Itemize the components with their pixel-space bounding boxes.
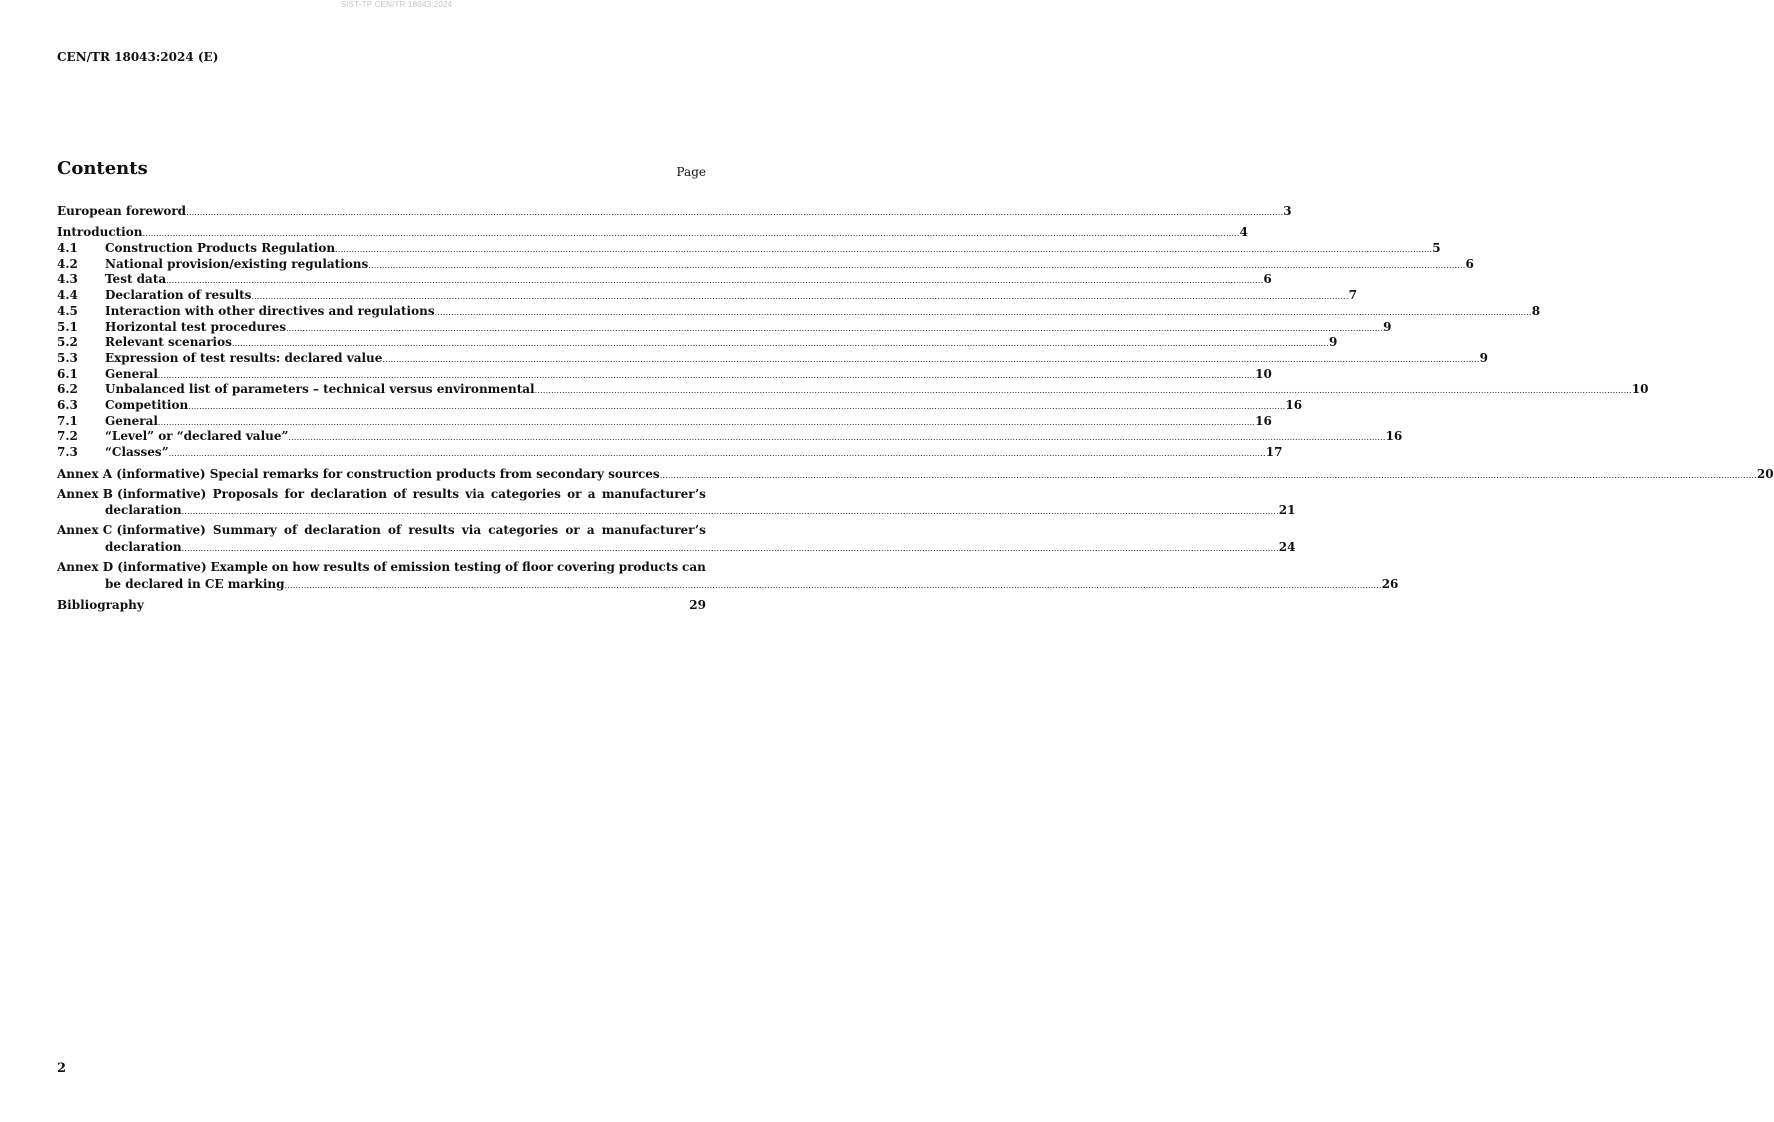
toc-entry-title: Unbalanced list of parameters – technical versus environmental: [105, 382, 535, 397]
toc-entry[interactable]: [57, 202, 1292, 218]
toc-entry-page: 20: [1756, 466, 1774, 481]
toc-entry-number: 5.2: [57, 335, 78, 350]
toc-annex-word: a: [587, 486, 596, 501]
toc-entry-page: 26: [1381, 576, 1399, 591]
toc-entry-number: 6.1: [57, 366, 78, 381]
toc-annex-word: results: [408, 523, 455, 538]
toc-entry-title: Interaction with other directives and regulations: [105, 303, 435, 318]
toc-entry[interactable]: [57, 224, 1249, 240]
toc-entry[interactable]: [57, 381, 1649, 397]
dot-leader: ................................................................................................................................................................................................................................................................................................................................................................................................................: [181, 544, 1279, 554]
toc-entry[interactable]: [57, 271, 1272, 287]
dot-leader: ................................................................................................................................................................................................................................................................................................................................................................................................................: [335, 245, 1433, 255]
dot-leader: ................................................................................................................................................................................................................................................................................................................................................................................................................: [382, 354, 1480, 364]
toc-annex-word: manufacturer’s: [601, 523, 706, 538]
toc-entry[interactable]: [57, 365, 1272, 381]
toc-entry[interactable]: [57, 318, 1392, 334]
table-of-contents: [57, 202, 1774, 613]
page-column-label: Page: [676, 165, 706, 179]
toc-entry-page: 16: [1285, 397, 1303, 412]
dot-leader: ................................................................................................................................................................................................................................................................................................................................................................................................................: [157, 370, 1256, 380]
dot-leader: ................................................................................................................................................................................................................................................................................................................................................................................................................: [659, 470, 1757, 480]
toc-entry-page: 6: [1263, 272, 1272, 287]
dot-leader: ................................................................................................................................................................................................................................................................................................................................................................................................................: [188, 401, 1286, 411]
toc-entry-page: 16: [1385, 429, 1403, 444]
toc-annex-word: for: [284, 486, 305, 501]
toc-annex-entry[interactable]: [57, 523, 1296, 555]
toc-entry-title: General: [105, 366, 158, 381]
toc-entry-page: 16: [1255, 413, 1272, 428]
toc-entry-number: 7.3: [57, 445, 78, 459]
toc-annex-word: Summary: [212, 523, 277, 538]
toc-annex-word: covering: [556, 560, 615, 575]
toc-annex-word: or: [565, 523, 580, 538]
toc-annex-word: categories: [490, 486, 561, 501]
toc-entry[interactable]: [57, 255, 1474, 271]
toc-entry-page: 5: [1432, 241, 1441, 256]
dot-leader: ................................................................................................................................................................................................................................................................................................................................................................................................................: [142, 229, 1240, 239]
toc-annex-word: a: [586, 523, 595, 538]
toc-entry-page: 17: [1265, 445, 1283, 459]
toc-entry-number: 5.3: [57, 350, 78, 365]
toc-entry-number: 7.1: [57, 413, 78, 428]
toc-annex-word: how: [292, 560, 320, 575]
document-id: CEN/TR 18043:2024 (E): [57, 50, 219, 64]
toc-annex-word: of: [504, 560, 519, 575]
toc-annexes: [57, 465, 1774, 591]
toc-entry[interactable]: [57, 239, 1441, 256]
toc-annex-continuation: [57, 575, 1399, 591]
toc-entry-page: 8: [1531, 303, 1541, 318]
toc-entry-number: 6.2: [57, 382, 78, 397]
toc-annex-word: of: [393, 486, 407, 501]
toc-annex-word: declaration: [304, 523, 381, 538]
toc-entry-page: 29: [689, 598, 706, 613]
toc-entry-title: “Level” or “declared value”: [105, 429, 289, 444]
toc-entry[interactable]: [57, 443, 1283, 459]
toc-entry-page: 9: [1479, 350, 1488, 365]
toc-annex-word: manufacturer’s: [601, 486, 706, 501]
toc-entry-title: Relevant scenarios: [105, 335, 232, 350]
toc-annex-word: floor: [522, 560, 554, 575]
dot-leader: ................................................................................................................................................................................................................................................................................................................................................................................................................: [288, 433, 1386, 443]
toc-annex-word: Proposals: [212, 486, 279, 501]
toc-entry-page: 9: [1383, 319, 1392, 334]
toc-annex-word: Annex C (informative): [57, 523, 206, 538]
toc-entry-page: 9: [1329, 335, 1338, 350]
dot-leader: ................................................................................................................................................................................................................................................................................................................................................................................................................: [251, 292, 1349, 302]
toc-annex-word: testing: [453, 560, 502, 575]
toc-annex-word: on: [271, 560, 289, 575]
toc-entry-title: declaration: [105, 540, 182, 555]
toc-entry[interactable]: [57, 412, 1272, 428]
toc-entry-number: 6.3: [57, 397, 78, 412]
toc-annex-entry[interactable]: [57, 486, 1296, 518]
toc-entry-title: “Classes”: [105, 445, 169, 459]
toc-entry-page: 4: [1239, 225, 1249, 240]
toc-annex-line: [57, 465, 1774, 481]
toc-entry-title: General: [105, 413, 158, 428]
toc-annex-word: of: [283, 523, 298, 538]
toc-entry[interactable]: [57, 302, 1541, 318]
toc-entry-number: 5.1: [57, 319, 78, 334]
toc-annex-continuation: [57, 538, 1296, 555]
toc-entry-title: Test data: [105, 272, 167, 287]
toc-annex-word: or: [567, 486, 582, 501]
toc-entry-title: declaration: [105, 503, 182, 518]
toc-annex-word: results: [323, 560, 370, 575]
toc-entry-number: 4.5: [57, 303, 78, 318]
toc-annex-word: categories: [488, 523, 559, 538]
toc-entry[interactable]: [57, 286, 1357, 303]
toc-entry-title: Annex A (informative) Special remarks for construction products from secondary sources: [57, 466, 660, 481]
toc-entry-number: 4.3: [57, 272, 78, 287]
toc-annex-line: [57, 523, 706, 538]
toc-entry[interactable]: [57, 334, 1338, 350]
toc-annex-word: of: [373, 560, 387, 575]
toc-entry-page: 21: [1278, 503, 1296, 518]
toc-annex-word: Annex B (informative): [57, 486, 207, 501]
dot-leader: ................................................................................................................................................................................................................................................................................................................................................................................................................: [231, 339, 1330, 349]
dot-leader: ................................................................................................................................................................................................................................................................................................................................................................................................................: [186, 207, 1284, 217]
toc-annex-word: Annex D (informative): [57, 560, 207, 575]
dot-leader: ................................................................................................................................................................................................................................................................................................................................................................................................................: [534, 386, 1632, 396]
toc-entry-title: Bibliography: [57, 598, 144, 613]
toc-entry-title: Declaration of results: [105, 288, 252, 303]
contents-title: Contents: [57, 158, 148, 179]
toc-annex-word: via: [465, 486, 485, 501]
toc-annex-line: [57, 487, 706, 502]
dot-leader: ................................................................................................................................................................................................................................................................................................................................................................................................................: [285, 323, 1384, 333]
toc-annex-word: can: [682, 560, 706, 575]
toc-entry-page: 3: [1283, 203, 1292, 218]
toc-entry-page: 6: [1465, 256, 1474, 271]
toc-annex-line: [57, 560, 706, 575]
toc-annex-word: products: [618, 560, 679, 575]
dot-leader: ................................................................................................................................................................................................................................................................................................................................................................................................................: [168, 449, 1266, 458]
toc-annex-word: Example: [210, 560, 268, 575]
toc-annex-word: results: [412, 486, 459, 501]
toc-entry[interactable]: [57, 349, 1488, 365]
dot-leader: ................................................................................................................................................................................................................................................................................................................................................................................................................: [181, 507, 1279, 517]
toc-entry-title: Expression of test results: declared value: [105, 350, 383, 365]
dot-leader: ................................................................................................................................................................................................................................................................................................................................................................................................................: [284, 580, 1382, 590]
toc-annex-entry[interactable]: [57, 560, 1399, 591]
toc-annex-word: declaration: [310, 486, 387, 501]
toc-entry-title: be declared in CE marking: [105, 576, 285, 591]
toc-entries: [57, 202, 1649, 459]
toc-annex-word: via: [461, 523, 482, 538]
toc-entry-page: 24: [1278, 540, 1296, 555]
toc-entry-title: Introduction: [57, 225, 143, 240]
toc-entry-title: Horizontal test procedures: [105, 319, 286, 334]
dot-leader: ................................................................................................................................................................................................................................................................................................................................................................................................................: [157, 417, 1256, 427]
toc-entry-page: 10: [1631, 382, 1649, 397]
toc-annex-word: emission: [390, 560, 451, 575]
toc-entry-number: 7.2: [57, 429, 78, 444]
toc-entry-title: Competition: [105, 397, 189, 412]
toc-entry-page: 7: [1348, 288, 1357, 303]
toc-entry-bibliography[interactable]: [57, 597, 706, 613]
dot-leader: ................................................................................................................................................................................................................................................................................................................................................................................................................: [166, 276, 1264, 286]
dot-leader: ................................................................................................................................................................................................................................................................................................................................................................................................................: [368, 260, 1466, 270]
toc-entry[interactable]: [57, 428, 1403, 444]
toc-entry-page: 10: [1255, 366, 1272, 381]
toc-entry-number: 4.4: [57, 288, 78, 303]
toc-entry-number: 4.2: [57, 256, 78, 271]
dot-leader: ................................................................................................................................................................................................................................................................................................................................................................................................................: [434, 307, 1532, 317]
toc-annex-entry[interactable]: [57, 465, 1774, 481]
toc-entry[interactable]: [57, 396, 1303, 412]
page-number: 2: [57, 1061, 67, 1076]
toc-entry-title: Construction Products Regulation: [105, 241, 336, 256]
toc-entry-number: 4.1: [57, 241, 78, 256]
toc-annex-word: of: [388, 523, 402, 538]
toc-entry-title: European foreword: [57, 203, 187, 218]
toc-entry-title: National provision/existing regulations: [105, 256, 369, 271]
toc-annex-continuation: [57, 502, 1296, 518]
watermark: SIST-TP CEN/TR 18043:2024: [340, 0, 453, 9]
